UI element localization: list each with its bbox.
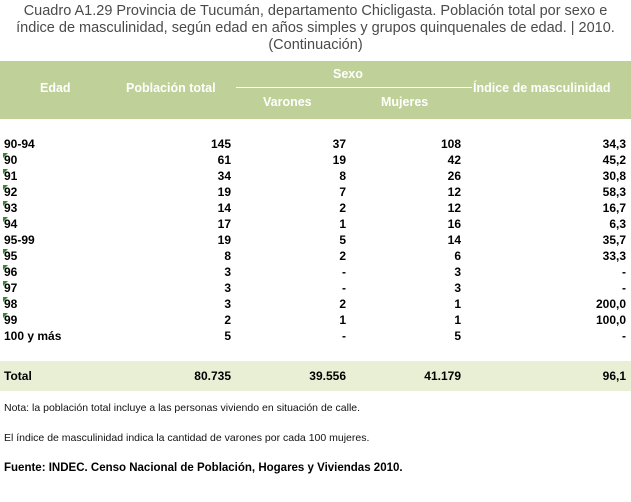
cell-mujeres: 5 [454, 329, 461, 343]
cell-poblacion-total: 3 [224, 281, 231, 295]
cell-edad: 99 [4, 313, 18, 327]
cell-edad: 100 y más [4, 329, 62, 343]
header-edad: Edad [40, 81, 71, 95]
cell-mujeres: 26 [447, 169, 461, 183]
cell-mujeres: 3 [454, 265, 461, 279]
title-line-1: Cuadro A1.29 Provincia de Tucumán, departamento Chicligasta. Población total por sexo e [23, 3, 608, 19]
table-row [0, 136, 631, 152]
cell-poblacion-total: 5 [224, 329, 231, 343]
cell-edad: 94 [4, 217, 18, 231]
cell-poblacion-total: 8 [224, 249, 231, 263]
total-row [0, 361, 631, 391]
table-row [0, 264, 631, 280]
table-header [0, 61, 631, 119]
cell-edad: 95-99 [4, 233, 35, 247]
cell-poblacion-total: 14 [217, 201, 231, 215]
total-poblacion: 80.735 [194, 369, 231, 383]
table-row [0, 248, 631, 264]
cell-edad: 98 [4, 297, 18, 311]
note-poblacion: Nota: la población total incluye a las personas viviendo en situación de calle. [4, 402, 361, 414]
cell-varones: 2 [339, 201, 346, 215]
cell-edad: 90-94 [4, 137, 35, 151]
cell-varones: 1 [339, 217, 346, 231]
table-row [0, 168, 631, 184]
cell-indice: - [622, 265, 626, 279]
cell-indice: 35,7 [602, 233, 626, 247]
table-row [0, 200, 631, 216]
cell-edad: 92 [4, 185, 18, 199]
header-varones: Varones [263, 95, 312, 109]
cell-mujeres: 12 [447, 201, 461, 215]
source-line: Fuente: INDEC. Censo Nacional de Población, Hogares y Viviendas 2010. [4, 462, 403, 474]
cell-indice: - [622, 281, 626, 295]
table-row [0, 296, 631, 312]
cell-poblacion-total: 19 [217, 233, 231, 247]
table-row [0, 312, 631, 328]
cell-mujeres: 1 [454, 313, 461, 327]
cell-mujeres: 42 [447, 153, 461, 167]
cell-indice: 33,3 [602, 249, 626, 263]
cell-edad: 95 [4, 249, 18, 263]
cell-edad: 90 [4, 153, 18, 167]
cell-indice: 16,7 [602, 201, 626, 215]
note-indice: El índice de masculinidad indica la cantidad de varones por cada 100 mujeres. [4, 432, 370, 444]
title-line-3: (Continuación) [268, 37, 363, 53]
cell-varones: 8 [339, 169, 346, 183]
cell-mujeres: 16 [447, 217, 461, 231]
cell-poblacion-total: 34 [217, 169, 231, 183]
cell-indice: 6,3 [609, 217, 626, 231]
cell-poblacion-total: 145 [210, 137, 231, 151]
cell-varones: - [342, 265, 346, 279]
cell-varones: - [342, 281, 346, 295]
cell-mujeres: 3 [454, 281, 461, 295]
cell-varones: 1 [339, 313, 346, 327]
total-indice: 96,1 [602, 369, 626, 383]
cell-varones: 37 [332, 137, 346, 151]
cell-varones: - [342, 329, 346, 343]
cell-poblacion-total: 3 [224, 297, 231, 311]
cell-poblacion-total: 19 [217, 185, 231, 199]
total-varones: 39.556 [309, 369, 346, 383]
header-sexo: Sexo [333, 67, 363, 81]
table-row [0, 216, 631, 232]
table-row [0, 328, 631, 344]
cell-varones: 19 [332, 153, 346, 167]
cell-indice: 100,0 [595, 313, 626, 327]
header-poblacion-total: Población total [126, 81, 216, 95]
cell-mujeres: 14 [447, 233, 461, 247]
cell-varones: 5 [339, 233, 346, 247]
table-row [0, 280, 631, 296]
cell-mujeres: 12 [447, 185, 461, 199]
cell-varones: 7 [339, 185, 346, 199]
header-sexo-divider [236, 87, 472, 88]
cell-varones: 2 [339, 297, 346, 311]
cell-mujeres: 1 [454, 297, 461, 311]
cell-edad: 93 [4, 201, 18, 215]
cell-poblacion-total: 61 [217, 153, 231, 167]
header-mujeres: Mujeres [381, 95, 429, 109]
cell-indice: 58,3 [602, 185, 626, 199]
cell-edad: 91 [4, 169, 18, 183]
cell-poblacion-total: 2 [224, 313, 231, 327]
cell-poblacion-total: 17 [217, 217, 231, 231]
table-row [0, 152, 631, 168]
table-title [0, 3, 631, 54]
cell-indice: 30,8 [602, 169, 626, 183]
header-indice: Índice de masculinidad [473, 81, 611, 95]
table-row [0, 232, 631, 248]
cell-indice: - [622, 329, 626, 343]
cell-indice: 200,0 [595, 297, 626, 311]
cell-varones: 2 [339, 249, 346, 263]
table-row [0, 184, 631, 200]
total-mujeres: 41.179 [424, 369, 461, 383]
cell-edad: 97 [4, 281, 18, 295]
total-label: Total [4, 369, 32, 383]
cell-edad: 96 [4, 265, 18, 279]
title-line-2: índice de masculinidad, según edad en años simples y grupos quinquenales de edad. | 2010. [16, 20, 615, 36]
cell-mujeres: 108 [440, 137, 461, 151]
cell-indice: 45,2 [602, 153, 626, 167]
cell-mujeres: 6 [454, 249, 461, 263]
cell-poblacion-total: 3 [224, 265, 231, 279]
cell-indice: 34,3 [602, 137, 626, 151]
